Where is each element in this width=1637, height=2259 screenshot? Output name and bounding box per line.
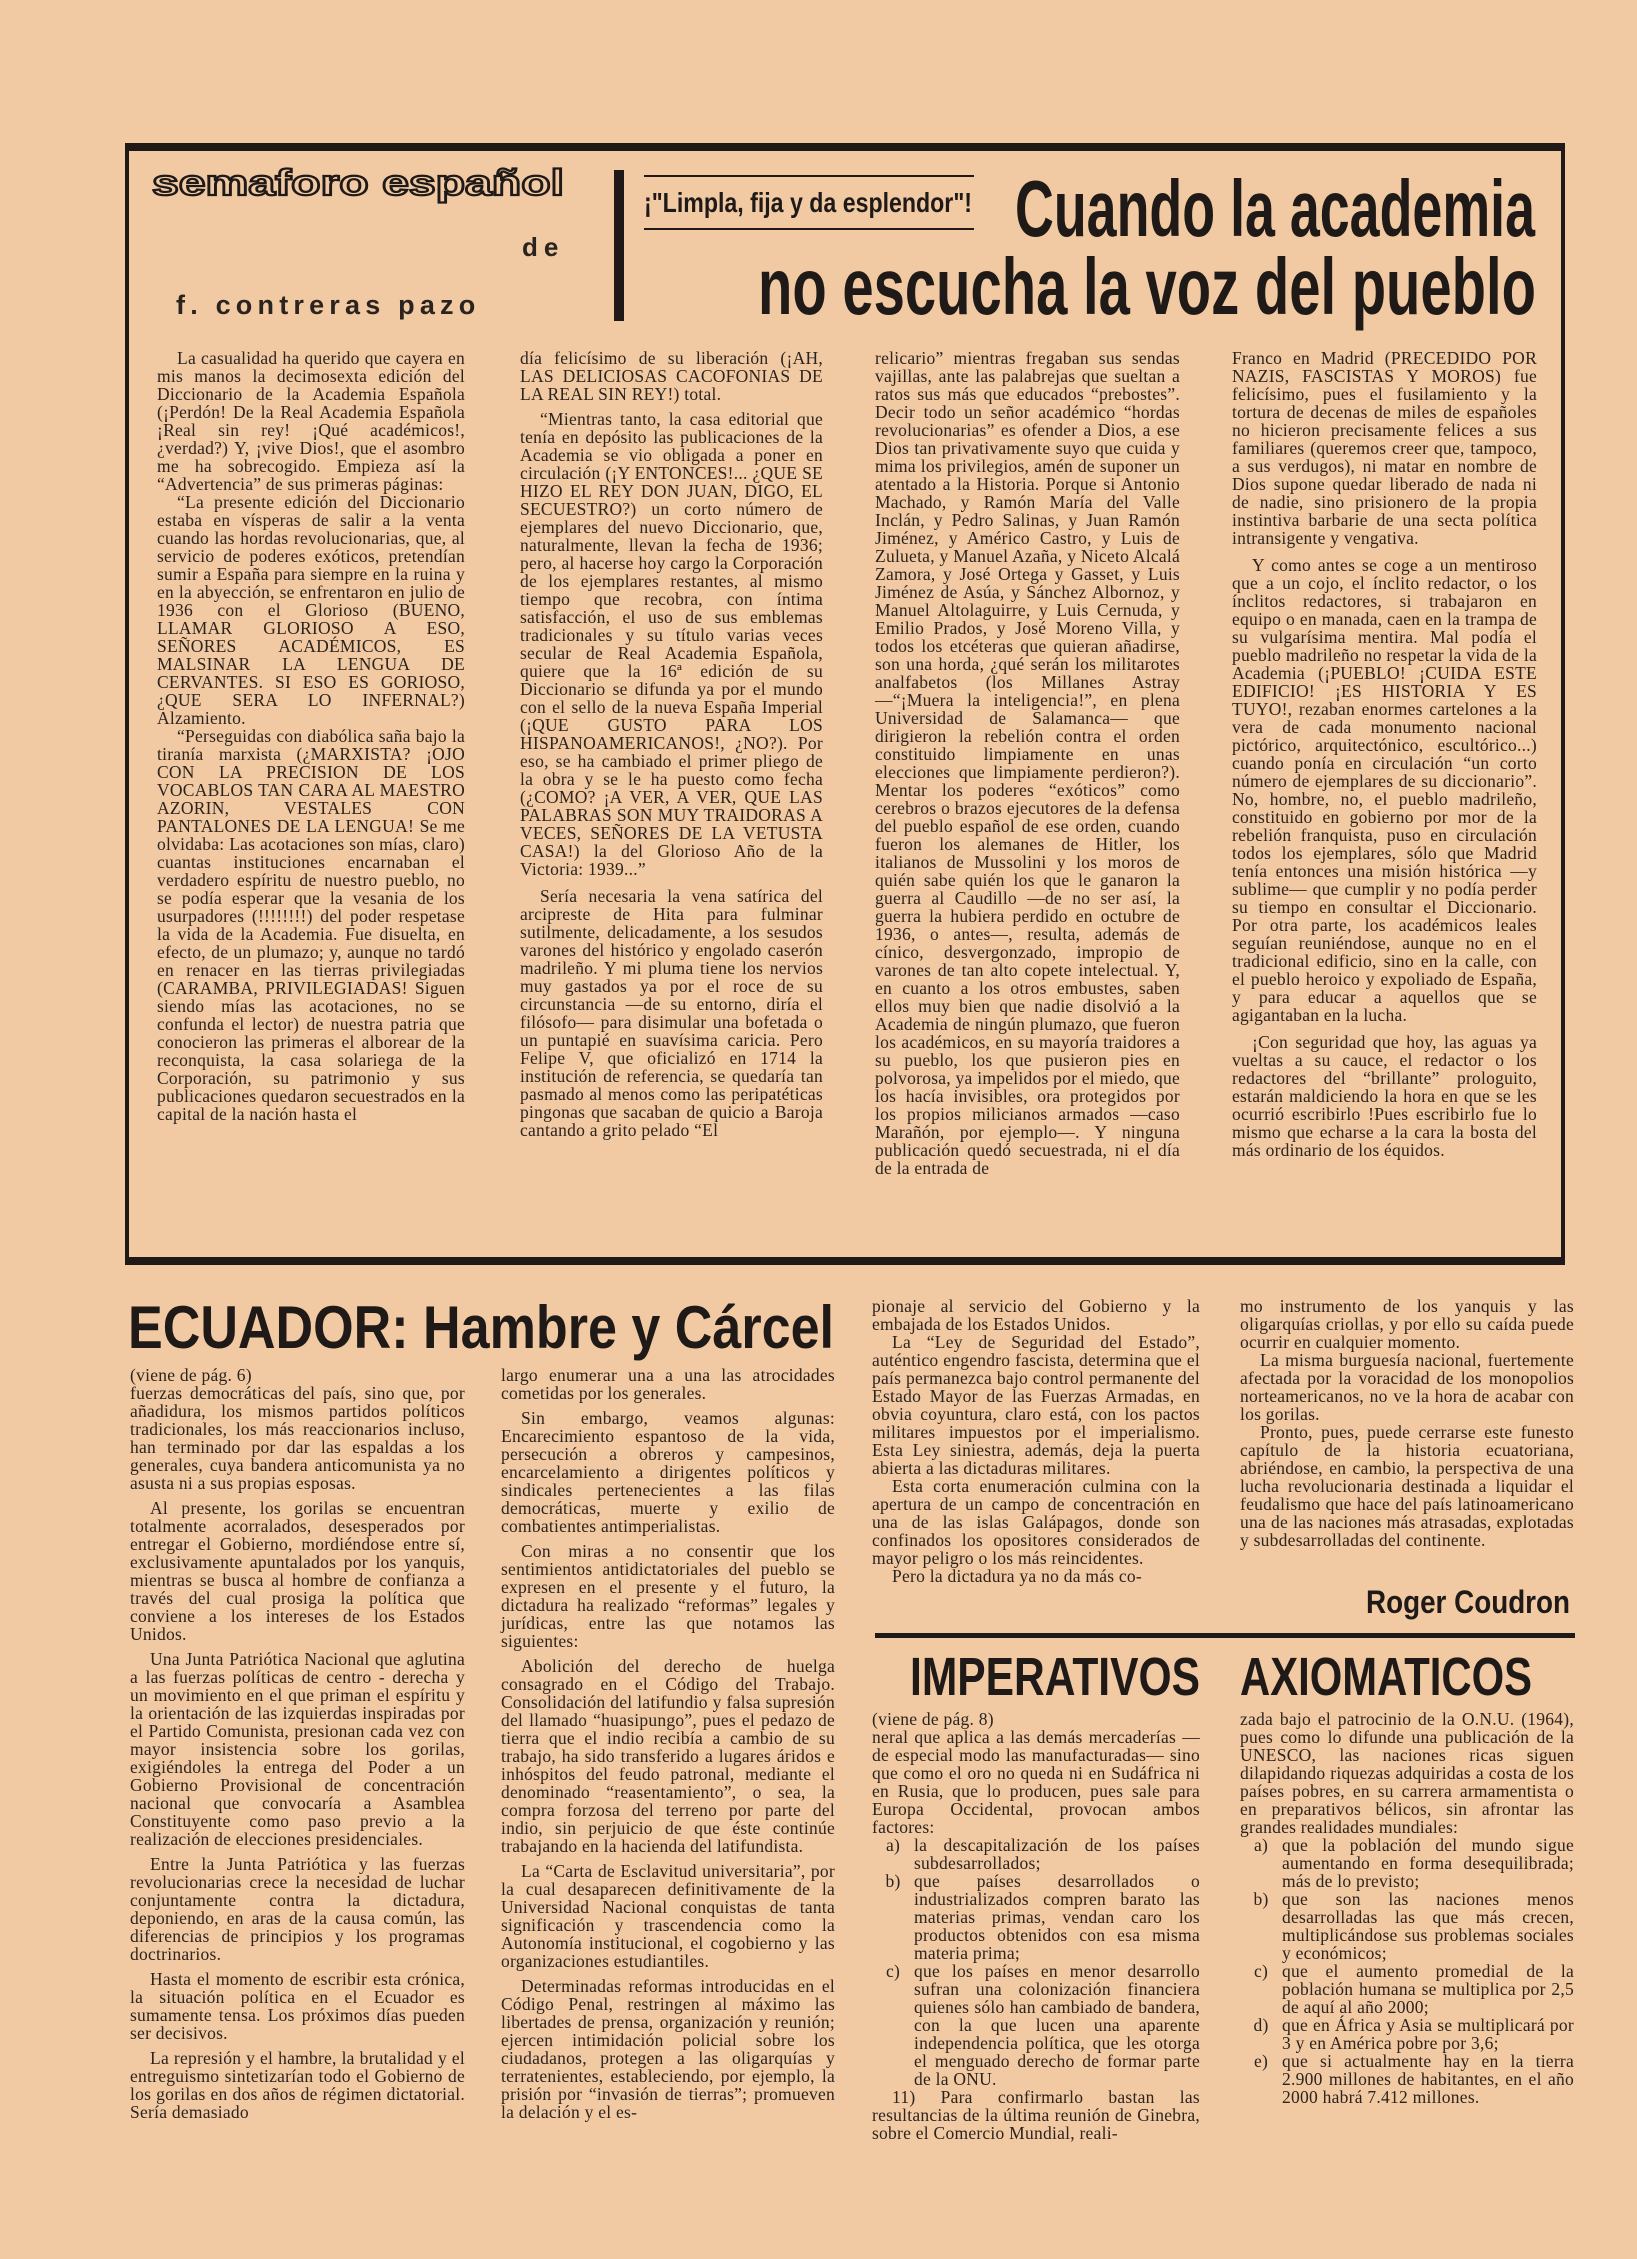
paragraph: La “Ley de Seguridad del Estado”, auténtico engendro fascista, determina que el país permanezca bajo control permanente del Estado Mayor de las Fuerzas Armadas, en obvia coyuntura, claro está, con los pactos militares impuestos por el imperialismo. Esta Ley siniestra, además, deja la puerta abierta a las dictaduras militares. bbox=[872, 1332, 1200, 1478]
svg-text:Cuando la academia: Cuando la academia bbox=[1015, 164, 1536, 253]
list-item: b) que países desarrollados o industrializados compren barato las materias primas, vendan caro los productos obtenidos con esa misma materia prima; bbox=[885, 1871, 1200, 1963]
imperativos-headline-word-2 bbox=[1240, 1647, 1535, 1707]
section-title bbox=[150, 162, 570, 202]
svg-text:IMPERATIVOS: IMPERATIVOS bbox=[910, 1647, 1200, 1707]
paragraph: Franco en Madrid (PRECEDIDO POR NAZIS, FASCISTAS Y MOROS) fue felicísimo, pues el fusilamiento y la tortura de decenas de miles de españoles no hicieron precisamente felices a sus familiares (queremos creer que, tampoco, a sus verdugos), ni matar en nombre de Dios supone quedar liberado de nada ni de nadie, sino prisionero de la propia instintiva barbarie de una secta política intransigente y vengativa. bbox=[1232, 348, 1537, 548]
ecuador-column-2 bbox=[501, 1366, 835, 2146]
paragraph: Y como antes se coge a un mentiroso que a un cojo, el ínclito redactor, o los ínclitos redactores, si trabajaron en equipo o en manada, caen en la trampa de su vulgarísima mentira. Mal podía el pueblo madrileño no respetar la vida de la Academia (¡PUEBLO! ¡CUIDA ESTE EDIFICIO! ¡ES HISTORIA Y ES TUYO!, rezaban enormes cartelones a la vera de cada monumento nacional pictórico, arquitectónico, escultórico...) cuando ponía en circulación “un corto número de ejemplares de su diccionario”. No, hombre, no, el pueblo madrileño, constituido en gobierno por mor de la rebelión franquista, puso en circulación todos los ejemplares, sólo que Madrid tenía entonces una misión histórica —y sublime— que cumplir y no podía perder su tiempo en consultar el Diccionario. Por otra parte, los académicos leales seguían reuniéndose, aunque no en el tradicional edificio, sino en la calle, con el pueblo heroico y expoliado de España, y para educar a aquellos que se agigantaban en la lucha. bbox=[1232, 555, 1537, 1025]
list-item: c) que los países en menor desarrollo sufran una colonización financiera quienes sólo han cambiado de bandera, con la que lucen una aparente independencia política, que les otorga el menguado derecho de formar parte de la ONU. bbox=[885, 1961, 1200, 2089]
paragraph: “Mientras tanto, la casa editorial que tenía en depósito las publicaciones de la Academia se vio obligada a poner en circulación (¡Y ENTONCES!... ¿QUE SE HIZO EL REY DON JUAN, DIGO, EL SECUESTRO?) un corto número de ejemplares del nuevo Diccionario, que, naturalmente, llevan la fecha de 1936; pero, al hacerse hoy cargo la Corporación de los ejemplares restantes, al mismo tiempo que recobra, con íntima satisfacción, el uso de sus emblemas tradicionales y su título varias veces secular de Real Academia Española, quiere que la 16ª edición de su Diccionario se difunda ya por el mundo con el sello de la nueva España Imperial (¡QUE GUSTO PARA LOS HISPANOAMERICANOS!, ¿NO?). Por eso, se ha cambiado el primer pliego de la obra y se le ha puesto como fecha (¿COMO? ¡A VER, A VER, QUE LAS PALABRAS SON MUY TRAIDORAS A VECES, SEÑORES DE LA VETUSTA CASA!) la del Glorioso Año de la Victoria: 1939...” bbox=[520, 409, 823, 879]
vertical-divider bbox=[614, 170, 624, 321]
paragraph: “La presente edición del Diccionario estaba en vísperas de salir a la venta cuando las hordas revolucionarias, que, al servicio de poderes exóticos, pretendían sumir a España para siempre en la ruina y en la abyección, se enfrentaron en julio de 1936 con el Glorioso (BUENO, LLAMAR GLORIOSO A ESO, SEÑORES ACADÉMICOS, ES MALSINAR LA LENGUA DE CERVANTES. SI ESO ES GORIOSO, ¿QUE SERA LO INFERNAL?) Alzamiento. bbox=[157, 492, 465, 728]
svg-text:Roger Coudron: Roger Coudron bbox=[1366, 1584, 1570, 1620]
paragraph: neral que aplica a las demás mercaderías —de especial modo las manufacturadas— sino que como el oro no queda ni en Sudáfrica ni en Rusia, que lo producen, pues sale para Europa Occidental, provocan ambos factores: bbox=[872, 1727, 1200, 1837]
list-item: b) que son las naciones menos desarrolladas las que más crecen, multiplicándose sus problemas sociales y económicos; bbox=[1253, 1889, 1574, 1963]
svg-text:¡"Limpla, fija y da esplendor": ¡"Limpla, fija y da esplendor"! bbox=[644, 187, 972, 218]
paragraph: Entre la Junta Patriótica y las fuerzas revolucionarias crece la necesidad de luchar conjuntamente contra la dictadura, deponiendo, en aras de la causa común, las diferencias de principios y los programas doctrinarios. bbox=[130, 1854, 465, 1964]
imperativos-headline-word-1 bbox=[910, 1647, 1205, 1707]
paragraph: día felicísimo de su liberación (¡AH, LAS DELICIOSAS CACOFONIAS DE LA REAL SIN REY!) total. bbox=[520, 348, 823, 404]
semaforo-column-2 bbox=[520, 349, 823, 1257]
paragraph: Una Junta Patriótica Nacional que aglutina a las fuerzas políticas de centro - derecha y un movimiento en el que priman el espíritu y la orientación de las izquierdas inspiradas por el Partido Comunista, presionan cada vez con mayor insistencia sobre los gorilas, exigiéndoles la entrega del Poder a un Gobierno Provisional de concentración nacional que convocaría a Asamblea Constituyente como paso previo a la realización de elecciones presidenciales. bbox=[130, 1649, 465, 1849]
paragraph: ¡Con seguridad que hoy, las aguas ya vueltas a su cauce, el redactor o los redactores del “brillante” prologuito, estarán maldiciendo la hora en que se les ocurrió escribirlo !Pues escribirlo fue lo mismo que echarse a la cara la bosta del más ordinario de los équidos. bbox=[1232, 1032, 1537, 1160]
paragraph: Esta corta enumeración culmina con la apertura de un campo de concentración en una de las islas Galápagos, donde son confinados los opositores considerados de mayor peligro o los más reincidentes. bbox=[872, 1476, 1200, 1568]
imperativos-column-2 bbox=[1240, 1710, 1574, 2146]
ecuador-headline bbox=[128, 1296, 840, 1360]
list-item: a) la descapitalización de los países subdesarrollados; bbox=[885, 1835, 1200, 1873]
paragraph: zada bajo el patrocinio de la O.N.U. (1964), pues como lo difunde una publicación de la UNESCO, las naciones ricas siguen dilapidando riquezas adquiridas a costa de los países pobres, en su carrera armamentista o en preparativos bélicos, sin afrontar las grandes realidades mundiales: bbox=[1240, 1709, 1574, 1837]
svg-text:AXIOMATICOS: AXIOMATICOS bbox=[1240, 1647, 1532, 1707]
paragraph: “Perseguidas con diabólica saña bajo la tiranía marxista (¿MARXISTA? ¡OJO CON LA PRECISION DE LOS VOCABLOS TAN CARA AL MAESTRO AZORIN, VESTALES CON PANTALONES DE LA LENGUA! Se me olvidaba: Las acotaciones son mías, claro) cuantas instituciones encarnaban el verdadero espíritu de nuestro pueblo, no se podía esperar que la vesania de los usurpadores (!!!!!!!!) del poder respetase la vida de la Academia. Fue disuelta, en efecto, de un plumazo; y, aunque no tardó en renacer en las tierras privilegiadas (CARAMBA, PRIVILEGIADAS! Siguen siendo mías las acotaciones, no se confunda el lector) de nuestra patria que conocieron las primeras el alborear de la reconquista, la casa solariega de la Corporación, su patrimonio y sus publicaciones quedaron secuestrados en la capital de la nación hasta el bbox=[157, 726, 465, 1124]
svg-text:no escucha la voz del pueblo: no escucha la voz del pueblo bbox=[758, 242, 1536, 331]
paragraph: 11) Para confirmarlo bastan las resultancias de la última reunión de Ginebra, sobre el Comercio Mundial, reali- bbox=[872, 2087, 1200, 2143]
paragraph: pionaje al servicio del Gobierno y la embajada de los Estados Unidos. bbox=[872, 1296, 1200, 1334]
ecuador-column-3 bbox=[872, 1297, 1200, 1615]
list-item: c) que el aumento promedial de la población humana se multiplica por 2,5 de aquí al año 2000; bbox=[1253, 1961, 1574, 2017]
imperativos-column-1 bbox=[872, 1710, 1200, 2146]
list-item: d) que en África y Asia se multiplicará por 3 y en América pobre por 3,6; bbox=[1253, 2015, 1574, 2053]
paragraph: La casualidad ha querido que cayera en mis manos la decimosexta edición del Diccionario de la Academia Española (¡Perdón! De la Real Academia Española ¡Real sin rey! ¡Qué académicos!, ¿verdad?) Y, ¡vive Dios!, que el asombro me ha sobrecogido. Empieza así la “Advertencia” de sus primeras páginas: bbox=[157, 348, 465, 494]
paragraph: Con miras a no consentir que los sentimientos antidictatoriales del pueblo se expresen en el presente y el futuro, la dictadura ha realizado “reformas” legales y jurídicas, entre las que notamos las siguientes: bbox=[501, 1541, 835, 1651]
semaforo-column-3 bbox=[875, 349, 1180, 1257]
list-item: e) que si actualmente hay en la tierra 2.900 millones de habitantes, en el año 2000 habrá 7.412 millones. bbox=[1253, 2051, 1574, 2107]
byline-de: de bbox=[522, 232, 565, 262]
paragraph: La “Carta de Esclavitud universitaria”, por la cual desaparecen definitivamente de la Universidad Nacional conquistas de tanta significación y trascendencia como la Autonomía institucional, el cogobierno y las organizaciones estudiantiles. bbox=[501, 1861, 835, 1971]
list-item: a) que la población del mundo sigue aumentando en forma desequilibrada; más de lo previsto; bbox=[1253, 1835, 1574, 1891]
svg-text:semaforo español: semaforo español bbox=[152, 162, 564, 203]
semaforo-column-4 bbox=[1232, 349, 1537, 1257]
continued-note: (viene de pág. 6) bbox=[130, 1365, 252, 1385]
ecuador-column-4 bbox=[1240, 1297, 1574, 1567]
author-signature bbox=[1366, 1582, 1574, 1622]
paragraph: fuerzas democráticas del país, sino que, por añadidura, los mismos partidos políticos tradicionales, los más reaccionarios incluso, han terminado por dar las espaldas a los generales, cuya bandera anticomunista ya no asusta ni a sus propias esposas. bbox=[130, 1383, 465, 1493]
paragraph: Hasta el momento de escribir esta crónica, la situación política en el Ecuador es sumamente tensa. Los próximos días pueden ser decisivos. bbox=[130, 1969, 465, 2043]
continued-note: (viene de pág. 8) bbox=[872, 1709, 994, 1729]
byline-author: f. contreras pazo bbox=[176, 290, 481, 320]
svg-text:ECUADOR: Hambre y Cárcel: ECUADOR: Hambre y Cárcel bbox=[128, 1294, 834, 1361]
kicker-rule-bottom bbox=[644, 228, 974, 230]
paragraph: Abolición del derecho de huelga consagrado en el Código del Trabajo. Consolidación del latifundio y falsa supresión del llamado “huasipungo”, pues el pedazo de tierra que el indio recibía a cambio de su trabajo, ha sido transferido a lugares áridos e inhóspitos del feudo patronal, mediante el denominado “reasentamiento”, o sea, la compra forzosa del terreno por parte del indio, sin perjuicio de que éste continúe trabajando en la hacienda del latifundista. bbox=[501, 1656, 835, 1856]
paragraph: La represión y el hambre, la brutalidad y el entreguismo sintetizarían todo el Gobierno de los gorilas en dos años de régimen dictatorial. Sería demasiado bbox=[130, 2048, 465, 2122]
kicker-rule-top bbox=[644, 175, 974, 177]
paragraph: Determinadas reformas introducidas en el Código Penal, restringen al máximo las libertades de prensa, organización y reunión; ejercen intimidación policial sobre los ciudadanos, protegen a las oligarquías y terratenientes, estableciendo, por ejemplo, la prisión por “invasión de tierras”; promueven la delación y el es- bbox=[501, 1976, 835, 2122]
headline-line-2 bbox=[758, 242, 1540, 331]
paragraph: mo instrumento de los yanquis y las oligarquías criollas, y por ello su caída puede ocurrir en cualquier momento. bbox=[1240, 1296, 1574, 1352]
headline-line-1 bbox=[1015, 164, 1540, 253]
paragraph: Sería necesaria la vena satírica del arcipreste de Hita para fulminar sutilmente, delicadamente, a los sesudos varones del histórico y engolado caserón madrileño. Y mi pluma tiene los nervios muy gastados ya por el roce de su circunstancia —de su entorno, diría el filósofo— para disimular una bofetada o un puntapié en suavísima caricia. Pero Felipe V, que oficializó en 1714 la institución de referencia, se quedaría tan pasmado al menos como las peripatéticas pingonas que sacaban de quicio a Baroja cantando a grito pelado “El bbox=[520, 886, 823, 1140]
ecuador-column-1 bbox=[130, 1366, 465, 2146]
paragraph: La misma burguesía nacional, fuertemente afectada por la voracidad de los monopolios norteamericanos, no ve la hora de acabar con los gorilas. bbox=[1240, 1350, 1574, 1424]
section-rule bbox=[875, 1633, 1575, 1638]
paragraph: Al presente, los gorilas se encuentran totalmente acorralados, desesperados por entregar el Gobierno, mordiéndose entre sí, exclusivamente apuntalados por los yanquis, mientras se busca al hombre de confianza a través del cual prosiga la política que conviene a los intereses de los Estados Unidos. bbox=[130, 1498, 465, 1644]
semaforo-column-1 bbox=[157, 349, 465, 1257]
paragraph: Sin embargo, veamos algunas: Encarecimiento espantoso de la vida, persecución a obreros y campesinos, encarcelamiento a dirigentes políticos y sindicales pertenecientes a las filas democráticas, muerte y exilio de combatientes antimperialistas. bbox=[501, 1408, 835, 1536]
paragraph: largo enumerar una a una las atrocidades cometidas por los generales. bbox=[501, 1365, 835, 1403]
paragraph: Pronto, pues, puede cerrarse este funesto capítulo de la historia ecuatoriana, abriéndose, en cambio, la perspectiva de una lucha revolucionaria destinada a liquidar el feudalismo que hace del país latinoamericano una de las naciones más atrasadas, explotadas y subdesarrolladas del continente. bbox=[1240, 1422, 1574, 1550]
paragraph: relicario” mientras fregaban sus sendas vajillas, ante las palabrejas que sueltan a ratos sus más que educados “prebostes”. Decir todo un señor académico “hordas revolucionarias” es ofender a Dios, a ese Dios tan privativamente suyo que cuida y mima los privilegios, amén de suponer un atentado a la Historia. Porque si Antonio Machado, y Ramón María del Valle Inclán, y Pedro Salinas, y Juan Ramón Jiménez, y Américo Castro, y Luis de Zulueta, y Manuel Azaña, y Niceto Alcalá Zamora, y José Ortega y Gasset, y Luis Jiménez de Asúa, y Sánchez Albornoz, y Manuel Altolaguirre, y Luis Cernuda, y Emilio Prados, y José Moreno Villa, y todos los etcéteras que quieran añadirse, son una horda, ¿qué serán los militarotes analfabetos (los Millanes Astray —“¡Muera la inteligencia!”, en plena Universidad de Salamanca— que dirigieron la rebelión contra el orden constituido limpiamente en unas elecciones que limpiamente perdieron?). Mentar los poderes “exóticos” como cerebros o brazos ejecutores de la defensa del pueblo español de ese orden, cuando fueron los alemanes de Hitler, los italianos de Mussolini y los moros de quién sabe quién los que le ganaron la guerra al Caudillo —de no ser así, la guerra la hubiera perdido en octubre de 1936, o antes—, resulta, además de cínico, desvergonzado, impropio de varones de tan alto copete intelectual. Y, en cuanto a los otros embustes, saben ellos muy bien que nadie disolvió a la Academia de ningún plumazo, que fueron los académicos, en su mayoría traidores a su pueblo, los que pusieron pies en polvorosa, ya impelidos por el miedo, que los hacía invisibles, ora protegidos por los propios milicianos armados —caso Marañón, por ejemplo—. Y ninguna publicación quedó secuestrada, ni el día de la entrada de bbox=[875, 348, 1180, 1178]
paragraph: Pero la dictadura ya no da más co- bbox=[892, 1566, 1143, 1586]
kicker bbox=[644, 182, 976, 222]
